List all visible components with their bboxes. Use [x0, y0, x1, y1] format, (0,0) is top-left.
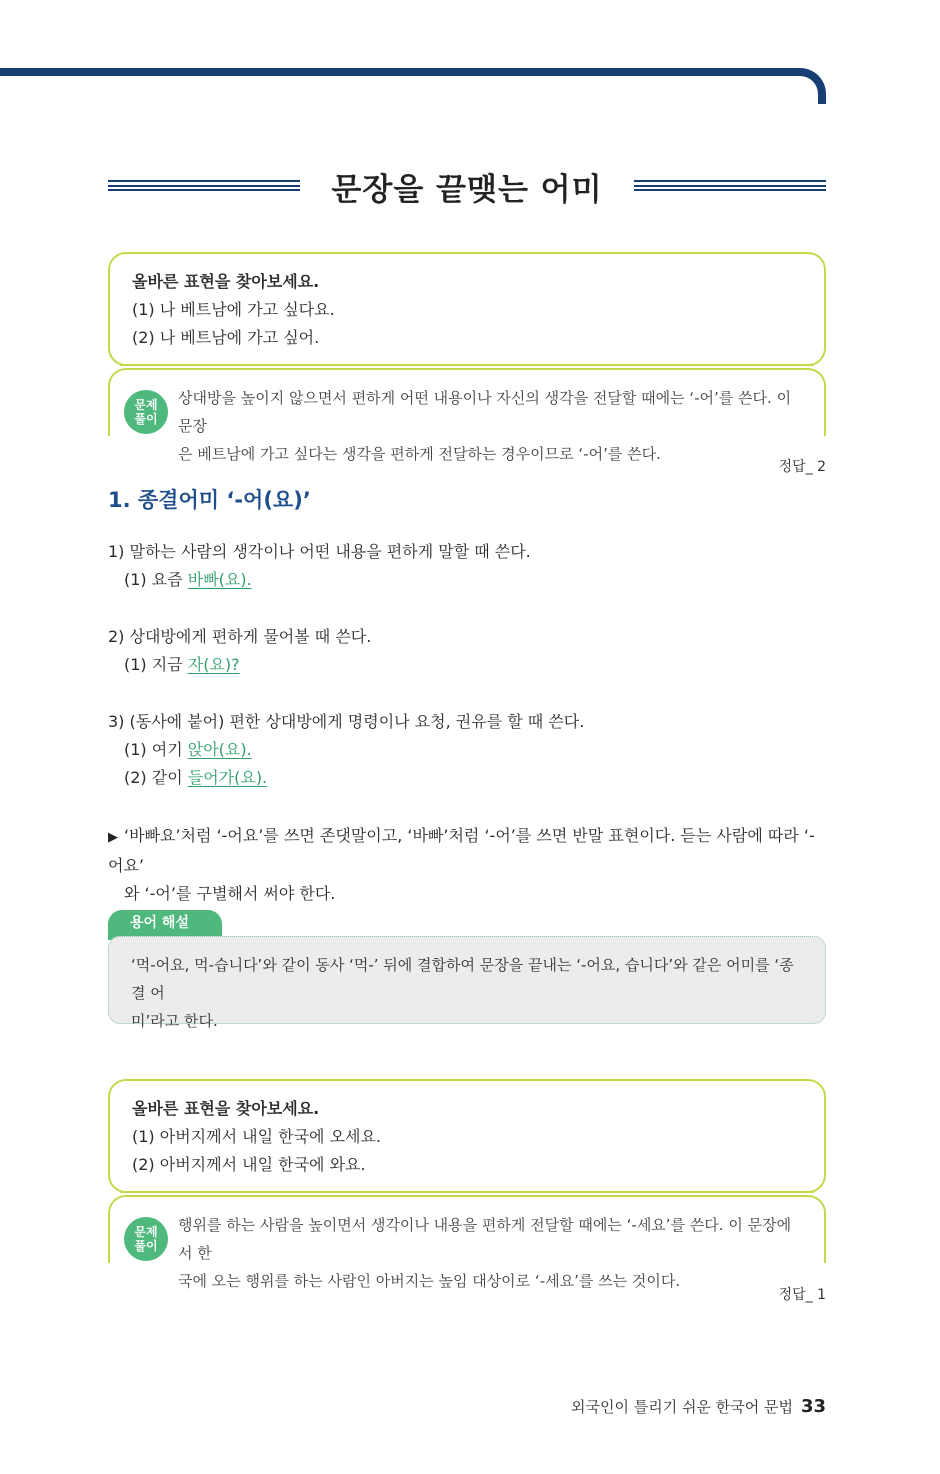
explanation-badge [124, 390, 168, 434]
answer-label: 정답_ 1 [778, 1287, 826, 1303]
term-line: ‘먹-어요, 먹-습니다’와 같이 동사 ‘먹-’ 뒤에 결합하여 문장을 끝내는 ‘-어요, 습니다’와 같은 어미를 ‘종결 어 [131, 956, 794, 1002]
question-box-2 [108, 1079, 826, 1193]
question-box-1 [108, 252, 826, 366]
explanation-box-2 [108, 1195, 826, 1290]
question-option: (1) 나 베트남에 가고 싶다요. [132, 300, 335, 319]
example-prefix: (2) 같이 [124, 768, 188, 787]
rule-item: 3) (동사에 붙어) 편한 상대방에게 명령이나 요청, 권유를 할 때 쓴다. [108, 712, 585, 731]
top-decor-band [0, 68, 826, 104]
example-line [124, 764, 844, 792]
term-tab: 용어 해설 [108, 910, 222, 940]
question-prompt: 올바른 표현을 찾아보세요. [132, 1099, 320, 1118]
dashed-divider [120, 364, 814, 366]
explanation-line: 행위를 하는 사람을 높이면서 생각이나 내용을 편하게 전달할 때에는 ‘-세요’를 쓴다. 이 문장에서 한 [178, 1216, 792, 1262]
page-title: 문장을 끝맺는 어미 [331, 172, 603, 208]
badge-line: 풀이 [134, 1239, 158, 1253]
rule-item: 1) 말하는 사람의 생각이나 어떤 내용을 편하게 말할 때 쓴다. [108, 542, 531, 561]
dashed-divider [120, 1191, 814, 1193]
note-line: 와 ‘-어’를 구별해서 써야 한다. [124, 884, 336, 903]
answer-label: 정답_ 2 [778, 459, 826, 475]
explanation-line: 상대방을 높이지 않으면서 편하게 어떤 내용이나 자신의 생각을 전달할 때에는 ‘-어’를 쓴다. 이 문장 [178, 389, 792, 435]
explanation-line: 국에 오는 행위를 하는 사람인 아버지는 높임 대상이로 ‘-세요’를 쓰는 것이다. [178, 1272, 681, 1290]
explanation-line: 은 베트남에 가고 싶다는 생각을 편하게 전달하는 경우이므로 ‘-어’를 쓴다. [178, 445, 661, 463]
triangle-bullet-icon: ▶ [108, 830, 118, 845]
note-paragraph [108, 822, 828, 908]
badge-line: 문제 [134, 398, 158, 412]
example-line [124, 736, 844, 764]
example-highlight: 앉아(요). [187, 740, 252, 759]
book-title: 외국인이 틀리기 쉬운 한국어 문법 [571, 1398, 793, 1416]
title-rule-right [634, 180, 826, 191]
question-option: (2) 아버지께서 내일 한국에 와요. [132, 1155, 366, 1174]
title-area [108, 160, 826, 210]
explanation-badge [124, 1217, 168, 1261]
question-option: (1) 아버지께서 내일 한국에 오세요. [132, 1127, 382, 1146]
example-prefix: (1) 요즘 [124, 570, 188, 589]
question-prompt: 올바른 표현을 찾아보세요. [132, 272, 320, 291]
rule-item: 2) 상대방에게 편하게 물어볼 때 쓴다. [108, 627, 372, 646]
note-line: ‘바빠요’처럼 ‘-어요’를 쓰면 존댓말이고, ‘바빠’처럼 ‘-어’를 쓰면 반말 표현이다. 듣는 사람에 따라 ‘-어요’ [108, 826, 815, 875]
example-prefix: (1) 여기 [124, 740, 188, 759]
section-title: 1. 종결어미 ‘-어(요)’ [108, 488, 311, 512]
example-highlight: 들어가(요). [187, 768, 268, 787]
badge-line: 문제 [134, 1225, 158, 1239]
example-highlight: 바빠(요). [187, 570, 252, 589]
term-box [108, 936, 826, 1030]
example-prefix: (1) 지금 [124, 655, 188, 674]
example-line [124, 566, 844, 594]
explanation-text [178, 1211, 804, 1295]
page-number: 33 [800, 1396, 826, 1417]
explanation-text [178, 384, 804, 468]
badge-line: 풀이 [134, 412, 158, 426]
term-line: 미’라고 한다. [131, 1012, 218, 1030]
question-option: (2) 나 베트남에 가고 싶어. [132, 328, 320, 347]
example-line [124, 651, 844, 679]
explanation-box-1 [108, 368, 826, 463]
example-highlight: 자(요)? [187, 655, 240, 674]
page-footer [571, 1396, 826, 1417]
